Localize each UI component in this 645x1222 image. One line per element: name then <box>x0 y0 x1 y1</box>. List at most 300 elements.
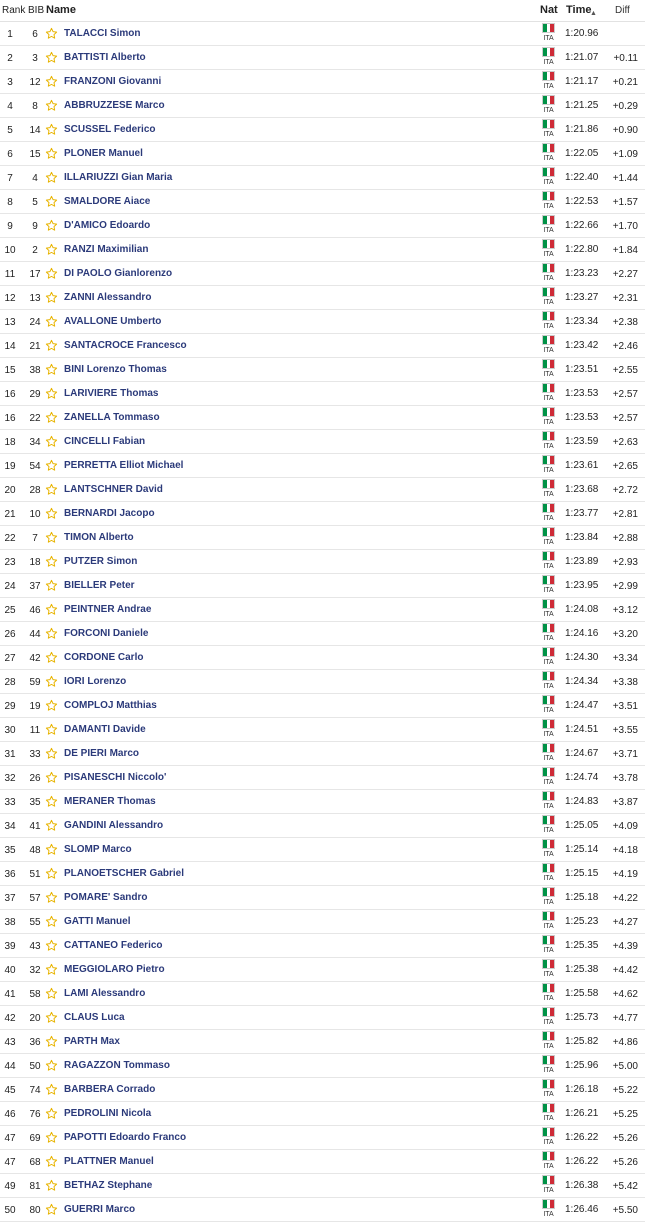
diff-cell: +3.12 <box>612 605 638 616</box>
bib-cell: 32 <box>29 965 41 976</box>
rank-cell: 1 <box>7 29 13 40</box>
diff-cell: +2.57 <box>612 413 638 424</box>
athlete-name-link[interactable]: CATTANEO Federico <box>64 940 163 951</box>
athlete-name-link[interactable]: LARIVIERE Thomas <box>64 388 159 399</box>
table-row[interactable] <box>0 1126 645 1150</box>
rank-cell: 44 <box>4 1061 16 1072</box>
athlete-name-link[interactable]: BARBERA Corrado <box>64 1084 156 1095</box>
table-row[interactable] <box>0 574 645 598</box>
star-outline-icon[interactable] <box>45 99 58 112</box>
athlete-name-link[interactable]: AVALLONE Umberto <box>64 316 162 327</box>
athlete-name-link[interactable]: MEGGIOLARO Pietro <box>64 964 165 975</box>
sort-ascending-icon[interactable]: ▲ <box>590 10 597 17</box>
table-row[interactable] <box>0 238 645 262</box>
star-outline-icon[interactable] <box>45 699 58 712</box>
italy-flag-icon <box>542 383 555 393</box>
italy-flag-icon <box>542 119 555 129</box>
header-rank[interactable]: Rank <box>2 5 26 16</box>
italy-flag-icon <box>542 167 555 177</box>
italy-flag-icon <box>542 143 555 153</box>
table-row[interactable] <box>0 1198 645 1222</box>
rank-cell: 5 <box>7 125 13 136</box>
header-nat[interactable]: Nat <box>540 4 558 16</box>
italy-flag-icon <box>542 335 555 345</box>
rank-cell: 25 <box>4 605 16 616</box>
diff-cell: +5.25 <box>612 1109 638 1120</box>
star-outline-icon[interactable] <box>45 867 58 880</box>
rank-cell: 7 <box>7 173 13 184</box>
nat-cell <box>542 407 555 427</box>
athlete-name-link[interactable]: PLANOETSCHER Gabriel <box>64 868 185 879</box>
table-row[interactable] <box>0 406 645 430</box>
athlete-name-link[interactable]: SANTACROCE Francesco <box>64 340 187 351</box>
nat-code: ITA <box>543 1115 554 1122</box>
bib-cell: 17 <box>29 269 41 280</box>
athlete-name-link[interactable]: PLATTNER Manuel <box>64 1156 154 1167</box>
time-cell: 1:25.23 <box>565 916 599 927</box>
time-cell: 1:26.46 <box>565 1204 599 1215</box>
nat-code: ITA <box>543 539 554 546</box>
athlete-name-link[interactable]: SLOMP Marco <box>64 844 132 855</box>
star-outline-icon[interactable] <box>45 483 58 496</box>
bib-cell: 24 <box>29 317 41 328</box>
table-row[interactable] <box>0 1006 645 1030</box>
diff-cell: +2.99 <box>612 581 638 592</box>
nat-cell <box>542 455 555 475</box>
time-cell: 1:22.53 <box>565 196 599 207</box>
athlete-name-link[interactable]: DI PAOLO Gianlorenzo <box>64 268 173 279</box>
table-row[interactable] <box>0 862 645 886</box>
diff-cell: +2.38 <box>612 317 638 328</box>
athlete-name-link[interactable]: TIMON Alberto <box>64 532 134 543</box>
nat-code: ITA <box>543 635 554 642</box>
rank-cell: 23 <box>4 557 16 568</box>
time-cell: 1:23.42 <box>565 340 599 351</box>
star-outline-icon[interactable] <box>45 1179 58 1192</box>
nat-code: ITA <box>543 107 554 114</box>
star-outline-icon[interactable] <box>45 27 58 40</box>
time-cell: 1:23.34 <box>565 316 599 327</box>
star-outline-icon[interactable] <box>45 147 58 160</box>
nat-cell <box>542 311 555 331</box>
star-outline-icon[interactable] <box>45 291 58 304</box>
table-row[interactable] <box>0 646 645 670</box>
nat-cell <box>542 695 555 715</box>
table-row[interactable] <box>0 814 645 838</box>
star-outline-icon[interactable] <box>45 1083 58 1096</box>
table-row[interactable] <box>0 46 645 70</box>
diff-cell: +4.27 <box>612 917 638 928</box>
nat-code: ITA <box>543 587 554 594</box>
bib-cell: 81 <box>29 1181 41 1192</box>
diff-cell: +3.51 <box>612 701 638 712</box>
table-row[interactable] <box>0 670 645 694</box>
table-row[interactable] <box>0 910 645 934</box>
athlete-name-link[interactable]: FORCONI Daniele <box>64 628 149 639</box>
athlete-name-link[interactable]: CORDONE Carlo <box>64 652 144 663</box>
athlete-name-link[interactable]: PERRETTA Elliot Michael <box>64 460 184 471</box>
table-row[interactable] <box>0 430 645 454</box>
rank-cell: 26 <box>4 629 16 640</box>
athlete-name-link[interactable]: PEDROLINI Nicola <box>64 1108 152 1119</box>
star-outline-icon[interactable] <box>45 1107 58 1120</box>
table-row[interactable] <box>0 478 645 502</box>
diff-cell: +3.20 <box>612 629 638 640</box>
athlete-name-link[interactable]: SMALDORE Aiace <box>64 196 151 207</box>
nat-code: ITA <box>543 803 554 810</box>
italy-flag-icon <box>542 767 555 777</box>
time-cell: 1:22.40 <box>565 172 599 183</box>
diff-cell: +4.09 <box>612 821 638 832</box>
rank-cell: 46 <box>4 1109 16 1120</box>
athlete-name-link[interactable]: DE PIERI Marco <box>64 748 140 759</box>
time-cell: 1:25.05 <box>565 820 599 831</box>
rank-cell: 9 <box>7 221 13 232</box>
star-outline-icon[interactable] <box>45 1155 58 1168</box>
nat-cell <box>542 191 555 211</box>
athlete-name-link[interactable]: GATTI Manuel <box>64 916 131 927</box>
table-row[interactable] <box>0 1030 645 1054</box>
nat-cell <box>542 1151 555 1171</box>
nat-cell <box>542 23 555 43</box>
star-outline-icon[interactable] <box>45 891 58 904</box>
star-outline-icon[interactable] <box>45 507 58 520</box>
table-row[interactable] <box>0 1078 645 1102</box>
header-diff[interactable]: Diff <box>615 5 630 16</box>
table-row[interactable] <box>0 790 645 814</box>
athlete-name-link[interactable]: COMPLOJ Matthias <box>64 700 157 711</box>
athlete-name-link[interactable]: RANZI Maximilian <box>64 244 149 255</box>
athlete-name-link[interactable]: ABBRUZZESE Marco <box>64 100 165 111</box>
italy-flag-icon <box>542 815 555 825</box>
nat-cell <box>542 1055 555 1075</box>
time-cell: 1:25.96 <box>565 1060 599 1071</box>
table-row[interactable] <box>0 886 645 910</box>
athlete-name-link[interactable]: POMARE' Sandro <box>64 892 148 903</box>
diff-cell: +4.86 <box>612 1037 638 1048</box>
athlete-name-link[interactable]: PARTH Max <box>64 1036 120 1047</box>
athlete-name-link[interactable]: BERNARDI Jacopo <box>64 508 155 519</box>
table-row[interactable] <box>0 334 645 358</box>
italy-flag-icon <box>542 311 555 321</box>
table-row[interactable] <box>0 934 645 958</box>
table-row[interactable] <box>0 118 645 142</box>
rank-cell: 42 <box>4 1013 16 1024</box>
bib-cell: 11 <box>29 725 41 736</box>
bib-cell: 55 <box>29 917 41 928</box>
nat-code: ITA <box>543 731 554 738</box>
table-row[interactable] <box>0 958 645 982</box>
athlete-name-link[interactable]: MERANER Thomas <box>64 796 156 807</box>
time-cell: 1:22.66 <box>565 220 599 231</box>
rank-cell: 31 <box>4 749 16 760</box>
italy-flag-icon <box>542 359 555 369</box>
nat-cell <box>542 1199 555 1219</box>
table-row[interactable] <box>0 142 645 166</box>
star-outline-icon[interactable] <box>45 747 58 760</box>
nat-cell <box>542 1079 555 1099</box>
nat-code: ITA <box>543 659 554 666</box>
table-row[interactable] <box>0 742 645 766</box>
star-outline-icon[interactable] <box>45 339 58 352</box>
athlete-name-link[interactable]: LAMI Alessandro <box>64 988 146 999</box>
table-row[interactable] <box>0 94 645 118</box>
italy-flag-icon <box>542 935 555 945</box>
star-outline-icon[interactable] <box>45 819 58 832</box>
table-row[interactable] <box>0 358 645 382</box>
nat-cell <box>542 239 555 259</box>
star-outline-icon[interactable] <box>45 51 58 64</box>
star-outline-icon[interactable] <box>45 435 58 448</box>
star-outline-icon[interactable] <box>45 411 58 424</box>
bib-cell: 28 <box>29 485 41 496</box>
italy-flag-icon <box>542 1103 555 1113</box>
star-outline-icon[interactable] <box>45 1011 58 1024</box>
athlete-name-link[interactable]: TALACCI Simon <box>64 28 141 39</box>
table-row[interactable] <box>0 214 645 238</box>
star-outline-icon[interactable] <box>45 915 58 928</box>
nat-code: ITA <box>543 683 554 690</box>
athlete-name-link[interactable]: RAGAZZON Tommaso <box>64 1060 170 1071</box>
nat-code: ITA <box>543 59 554 66</box>
diff-cell: +2.57 <box>612 389 638 400</box>
italy-flag-icon <box>542 503 555 513</box>
athlete-name-link[interactable]: D'AMICO Edoardo <box>64 220 151 231</box>
star-outline-icon[interactable] <box>45 267 58 280</box>
star-outline-icon[interactable] <box>45 1131 58 1144</box>
athlete-name-link[interactable]: ZANELLA Tommaso <box>64 412 160 423</box>
nat-code: ITA <box>543 323 554 330</box>
table-row[interactable] <box>0 286 645 310</box>
rank-cell: 12 <box>4 293 16 304</box>
table-row[interactable] <box>0 1150 645 1174</box>
italy-flag-icon <box>542 527 555 537</box>
bib-cell: 58 <box>29 989 41 1000</box>
time-cell: 1:21.17 <box>565 76 599 87</box>
rank-cell: 22 <box>4 533 16 544</box>
time-cell: 1:23.84 <box>565 532 599 543</box>
italy-flag-icon <box>542 1151 555 1161</box>
star-outline-icon[interactable] <box>45 459 58 472</box>
time-cell: 1:25.35 <box>565 940 599 951</box>
athlete-name-link[interactable]: CINCELLI Fabian <box>64 436 146 447</box>
bib-cell: 38 <box>29 365 41 376</box>
star-outline-icon[interactable] <box>45 1203 58 1216</box>
star-outline-icon[interactable] <box>45 195 58 208</box>
athlete-name-link[interactable]: ILLARIUZZI Gian Maria <box>64 172 173 183</box>
star-outline-icon[interactable] <box>45 219 58 232</box>
rank-cell: 34 <box>4 821 16 832</box>
table-row[interactable] <box>0 526 645 550</box>
nat-code: ITA <box>543 899 554 906</box>
nat-cell <box>542 863 555 883</box>
star-outline-icon[interactable] <box>45 651 58 664</box>
diff-cell: +3.34 <box>612 653 638 664</box>
star-outline-icon[interactable] <box>45 75 58 88</box>
athlete-name-link[interactable]: SCUSSEL Federico <box>64 124 156 135</box>
nat-cell <box>542 839 555 859</box>
table-row[interactable] <box>0 718 645 742</box>
bib-cell: 57 <box>29 893 41 904</box>
star-outline-icon[interactable] <box>45 987 58 1000</box>
diff-cell: +4.62 <box>612 989 638 1000</box>
table-row[interactable] <box>0 598 645 622</box>
table-row[interactable] <box>0 550 645 574</box>
athlete-name-link[interactable]: PEINTNER Andrae <box>64 604 152 615</box>
nat-code: ITA <box>543 395 554 402</box>
italy-flag-icon <box>542 1007 555 1017</box>
table-row[interactable] <box>0 766 645 790</box>
athlete-name-link[interactable]: ZANNI Alessandro <box>64 292 152 303</box>
table-row[interactable] <box>0 982 645 1006</box>
header-bib[interactable]: BIB <box>28 5 45 16</box>
diff-cell: +2.31 <box>612 293 638 304</box>
star-outline-icon[interactable] <box>45 939 58 952</box>
nat-code: ITA <box>543 827 554 834</box>
diff-cell: +0.29 <box>612 101 638 112</box>
header-time[interactable]: Time <box>566 4 592 16</box>
athlete-name-link[interactable]: BIELLER Peter <box>64 580 135 591</box>
athlete-name-link[interactable]: IORI Lorenzo <box>64 676 127 687</box>
table-row[interactable] <box>0 262 645 286</box>
diff-cell: +4.19 <box>612 869 638 880</box>
star-outline-icon[interactable] <box>45 771 58 784</box>
italy-flag-icon <box>542 959 555 969</box>
rank-cell: 37 <box>4 893 16 904</box>
time-cell: 1:26.18 <box>565 1084 599 1095</box>
athlete-name-link[interactable]: FRANZONI Giovanni <box>64 76 162 87</box>
athlete-name-link[interactable]: BETHAZ Stephane <box>64 1180 153 1191</box>
table-row[interactable] <box>0 166 645 190</box>
diff-cell: +0.21 <box>612 77 638 88</box>
star-outline-icon[interactable] <box>45 315 58 328</box>
table-row[interactable] <box>0 502 645 526</box>
italy-flag-icon <box>542 1175 555 1185</box>
table-row[interactable] <box>0 454 645 478</box>
rank-cell: 47 <box>4 1133 16 1144</box>
star-outline-icon[interactable] <box>45 795 58 808</box>
table-row[interactable] <box>0 1102 645 1126</box>
table-row[interactable] <box>0 70 645 94</box>
italy-flag-icon <box>542 695 555 705</box>
nat-code: ITA <box>543 1187 554 1194</box>
time-cell: 1:24.74 <box>565 772 599 783</box>
athlete-name-link[interactable]: GUERRI Marco <box>64 1204 136 1215</box>
italy-flag-icon <box>542 575 555 585</box>
italy-flag-icon <box>542 1199 555 1209</box>
table-row[interactable] <box>0 190 645 214</box>
table-row[interactable] <box>0 1054 645 1078</box>
time-cell: 1:24.16 <box>565 628 599 639</box>
rank-cell: 8 <box>7 197 13 208</box>
nat-cell <box>542 719 555 739</box>
nat-code: ITA <box>543 371 554 378</box>
nat-code: ITA <box>543 1139 554 1146</box>
star-outline-icon[interactable] <box>45 603 58 616</box>
time-cell: 1:23.89 <box>565 556 599 567</box>
nat-code: ITA <box>543 1211 554 1218</box>
table-row[interactable] <box>0 838 645 862</box>
table-row[interactable] <box>0 694 645 718</box>
nat-cell <box>542 335 555 355</box>
bib-cell: 6 <box>32 29 38 40</box>
bib-cell: 44 <box>29 629 41 640</box>
table-row[interactable] <box>0 1174 645 1198</box>
star-outline-icon[interactable] <box>45 579 58 592</box>
time-cell: 1:25.38 <box>565 964 599 975</box>
italy-flag-icon <box>542 887 555 897</box>
nat-cell <box>542 287 555 307</box>
rank-cell: 47 <box>4 1157 16 1168</box>
rank-cell: 6 <box>7 149 13 160</box>
header-name[interactable]: Name <box>46 4 76 16</box>
star-outline-icon[interactable] <box>45 963 58 976</box>
star-outline-icon[interactable] <box>45 171 58 184</box>
table-row[interactable] <box>0 310 645 334</box>
star-outline-icon[interactable] <box>45 123 58 136</box>
athlete-name-link[interactable]: BATTISTI Alberto <box>64 52 146 63</box>
star-outline-icon[interactable] <box>45 843 58 856</box>
time-cell: 1:25.58 <box>565 988 599 999</box>
diff-cell: +0.11 <box>613 53 638 64</box>
athlete-name-link[interactable]: PISANESCHI Niccolo' <box>64 772 167 783</box>
bib-cell: 14 <box>29 125 41 136</box>
italy-flag-icon <box>542 1055 555 1065</box>
athlete-name-link[interactable]: LANTSCHNER David <box>64 484 163 495</box>
diff-cell: +2.72 <box>612 485 638 496</box>
athlete-name-link[interactable]: PAPOTTI Edoardo Franco <box>64 1132 187 1143</box>
diff-cell: +2.81 <box>612 509 638 520</box>
star-outline-icon[interactable] <box>45 1059 58 1072</box>
star-outline-icon[interactable] <box>45 1035 58 1048</box>
table-row[interactable] <box>0 622 645 646</box>
athlete-name-link[interactable]: GANDINI Alessandro <box>64 820 164 831</box>
italy-flag-icon <box>542 671 555 681</box>
nat-code: ITA <box>543 1091 554 1098</box>
star-outline-icon[interactable] <box>45 555 58 568</box>
nat-code: ITA <box>543 35 554 42</box>
star-outline-icon[interactable] <box>45 627 58 640</box>
nat-cell <box>542 767 555 787</box>
time-cell: 1:22.05 <box>565 148 599 159</box>
star-outline-icon[interactable] <box>45 387 58 400</box>
athlete-name-link[interactable]: DAMANTI Davide <box>64 724 146 735</box>
nat-cell <box>542 647 555 667</box>
athlete-name-link[interactable]: CLAUS Luca <box>64 1012 125 1023</box>
table-row[interactable] <box>0 382 645 406</box>
bib-cell: 19 <box>29 701 41 712</box>
rank-cell: 50 <box>4 1205 16 1216</box>
star-outline-icon[interactable] <box>45 243 58 256</box>
athlete-name-link[interactable]: BINI Lorenzo Thomas <box>64 364 167 375</box>
table-row[interactable] <box>0 22 645 46</box>
star-outline-icon[interactable] <box>45 723 58 736</box>
rank-cell: 41 <box>4 989 16 1000</box>
rank-cell: 36 <box>4 869 16 880</box>
nat-code: ITA <box>543 83 554 90</box>
diff-cell: +5.42 <box>612 1181 638 1192</box>
nat-cell <box>542 95 555 115</box>
nat-cell <box>542 527 555 547</box>
nat-cell <box>542 1103 555 1123</box>
italy-flag-icon <box>542 1127 555 1137</box>
star-outline-icon[interactable] <box>45 531 58 544</box>
athlete-name-link[interactable]: PUTZER Simon <box>64 556 138 567</box>
star-outline-icon[interactable] <box>45 363 58 376</box>
athlete-name-link[interactable]: PLONER Manuel <box>64 148 143 159</box>
nat-code: ITA <box>543 131 554 138</box>
star-outline-icon[interactable] <box>45 675 58 688</box>
